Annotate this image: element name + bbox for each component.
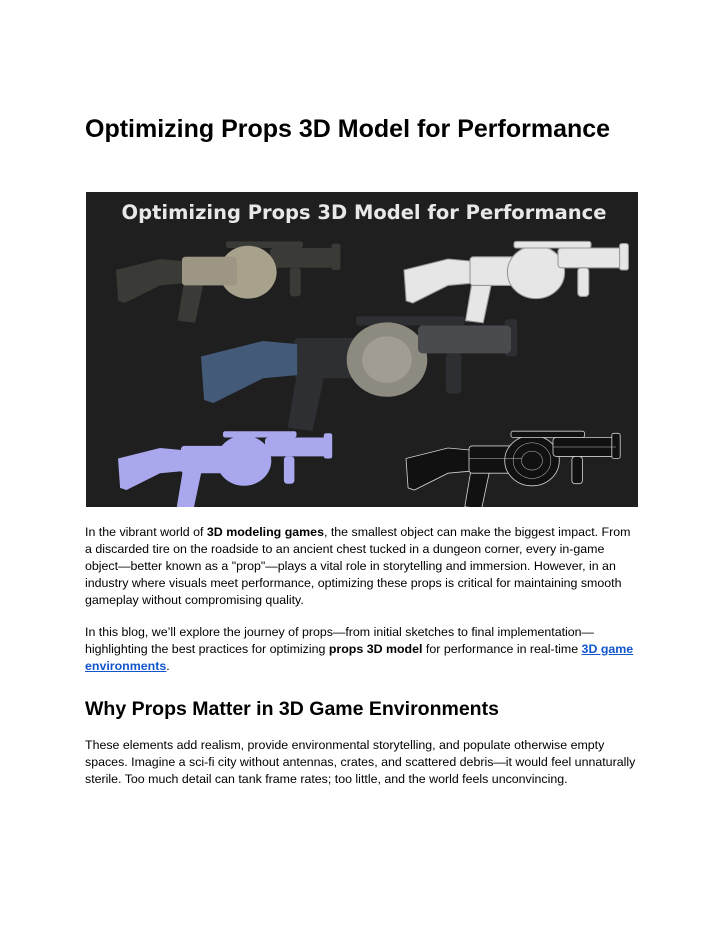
intro-paragraph: In the vibrant world of 3D modeling games, the smallest object can make the biggest impact. From a discarded tire on the roadside to an ancient chest tucked in a dungeon corner, every in-game object—better known as a "prop"—plays a vital role in storytelling and immersion. However, in an industry where visuals meet performance, optimizing these props is critical for maintaining smooth gameplay without compromising quality. <box>85 525 631 607</box>
bold-keyword: props 3D model <box>328 642 423 656</box>
render-textured <box>116 241 340 322</box>
blog-paragraph: In this blog, we’ll explore the journey of props—from initial sketches to final implementation—highlighting the best practices for optimizing props 3D model for performance in real-time 3D game environments. <box>85 625 634 673</box>
render-full <box>201 316 517 431</box>
hero-image <box>86 192 638 507</box>
section-paragraph: These elements add realism, provide environmental storytelling, and populate otherwise empty spaces. Imagine a sci-fi city without antennas, crates, and scattered debris—it would feel unnaturally sterile. Too much detail can tank frame rates; too little, and the world feels unconvincing. <box>85 738 636 786</box>
render-normal-map <box>118 431 332 507</box>
game-environments-link[interactable]: 3D game environments <box>85 642 634 673</box>
render-wireframe <box>406 431 620 507</box>
bold-keyword: 3D modeling games <box>206 525 324 539</box>
section-heading: Why Props Matter in 3D Game Environments <box>85 698 499 720</box>
page-title: Optimizing Props 3D Model for Performance <box>85 115 611 143</box>
hero-banner-text: Optimizing Props 3D Model for Performance <box>121 201 607 224</box>
render-clay <box>404 241 628 322</box>
